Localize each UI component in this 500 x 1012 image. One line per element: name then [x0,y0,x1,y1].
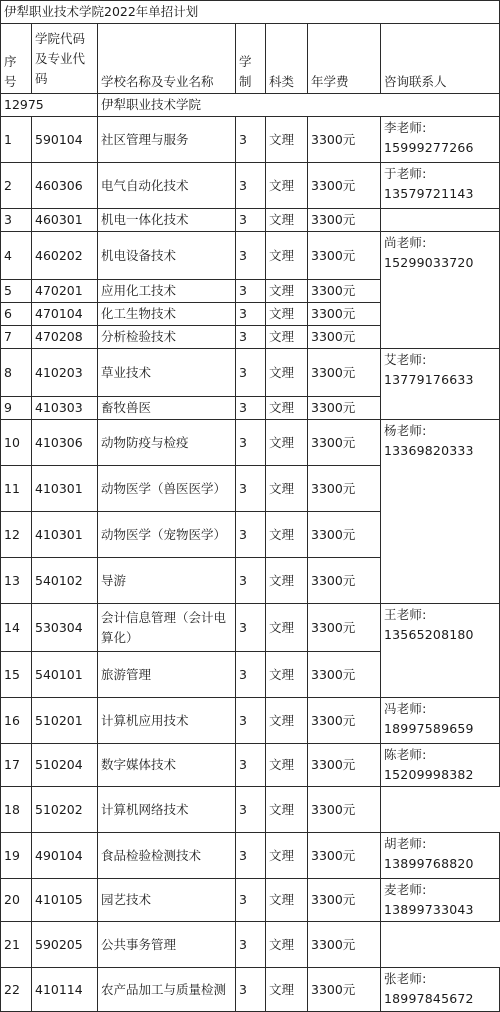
cell-seq: 1 [1,117,32,163]
contact-cell [381,698,500,744]
cell-fee: 3300元 [308,232,381,280]
table-row [1,922,500,968]
cell-subject: 文理 [266,280,308,303]
cell-subject: 文理 [266,209,308,232]
cell-fee: 3300元 [308,652,381,698]
cell-seq: 18 [1,787,32,833]
cell-years: 3 [236,117,266,163]
contact-cell [381,879,500,922]
contact-cell [381,349,500,420]
cell-subject: 文理 [266,349,308,397]
contact-cell [381,968,500,1012]
cell-code: 470104 [32,303,98,326]
cell-years: 3 [236,558,266,604]
cell-code: 590205 [32,922,98,968]
cell-subject: 文理 [266,879,308,922]
cell-name: 分析检验技术 [98,326,236,349]
cell-years: 3 [236,879,266,922]
contact-name: 陈老师: [384,747,427,762]
cell-subject: 文理 [266,420,308,466]
cell-years: 3 [236,280,266,303]
cell-seq: 17 [1,744,32,787]
cell-subject: 文理 [266,303,308,326]
table-row [1,163,500,209]
cell-fee: 3300元 [308,163,381,209]
contact-name: 于老师: [384,166,427,181]
cell-fee: 3300元 [308,280,381,303]
cell-subject: 文理 [266,232,308,280]
cell-code: 410301 [32,466,98,512]
table-row [1,420,500,466]
cell-name: 导游 [98,558,236,604]
cell-name: 会计信息管理（会计电算化） [98,604,236,652]
cell-fee: 3300元 [308,698,381,744]
contact-cell [381,232,500,349]
contact-phone: 13369820333 [384,443,474,458]
contact-phone: 13565208180 [384,627,474,642]
cell-name: 畜牧兽医 [98,397,236,420]
cell-seq: 6 [1,303,32,326]
contact-phone: 15299033720 [384,255,474,270]
table-row [1,787,500,833]
contact-phone: 13779176633 [384,372,474,387]
contact-name: 冯老师: [384,701,427,716]
cell-seq: 15 [1,652,32,698]
cell-fee: 3300元 [308,922,381,968]
cell-name: 公共事务管理 [98,922,236,968]
cell-name: 计算机网络技术 [98,787,236,833]
cell-fee: 3300元 [308,604,381,652]
cell-fee: 3300元 [308,744,381,787]
cell-years: 3 [236,922,266,968]
contact-cell [381,604,500,698]
cell-subject: 文理 [266,466,308,512]
cell-years: 3 [236,787,266,833]
table-row [1,232,500,280]
header-row [1,24,500,94]
contact-cell [381,833,500,879]
contact-name: 尚老师: [384,235,427,250]
contact-name: 张老师: [384,971,427,986]
cell-seq: 10 [1,420,32,466]
cell-code: 510201 [32,698,98,744]
cell-years: 3 [236,833,266,879]
contact-phone: 13899768820 [384,856,474,871]
cell-seq: 3 [1,209,32,232]
cell-name: 机电一体化技术 [98,209,236,232]
cell-code: 540101 [32,652,98,698]
cell-name: 旅游管理 [98,652,236,698]
cell-seq: 5 [1,280,32,303]
cell-years: 3 [236,512,266,558]
table-row [1,968,500,1012]
cell-subject: 文理 [266,922,308,968]
cell-seq: 13 [1,558,32,604]
cell-subject: 文理 [266,163,308,209]
cell-seq: 14 [1,604,32,652]
header-name: 学校名称及专业名称 [98,24,236,94]
cell-code: 410114 [32,968,98,1012]
cell-fee: 3300元 [308,420,381,466]
cell-name: 草业技术 [98,349,236,397]
cell-years: 3 [236,209,266,232]
cell-fee: 3300元 [308,326,381,349]
cell-code: 470201 [32,280,98,303]
cell-code: 410306 [32,420,98,466]
cell-years: 3 [236,303,266,326]
cell-fee: 3300元 [308,397,381,420]
school-code: 12975 [1,94,98,117]
contact-name: 李老师: [384,120,427,135]
cell-code: 530304 [32,604,98,652]
cell-years: 3 [236,744,266,787]
cell-seq: 9 [1,397,32,420]
cell-fee: 3300元 [308,512,381,558]
cell-fee: 3300元 [308,209,381,232]
header-years: 学制 [236,24,266,94]
cell-fee: 3300元 [308,117,381,163]
cell-fee: 3300元 [308,558,381,604]
contact-phone: 15999277266 [384,140,474,155]
cell-fee: 3300元 [308,968,381,1012]
cell-code: 510202 [32,787,98,833]
cell-subject: 文理 [266,698,308,744]
cell-fee: 3300元 [308,303,381,326]
table-title: 伊犁职业技术学院2022年单招计划 [1,1,500,24]
contact-cell [381,117,500,163]
cell-seq: 11 [1,466,32,512]
cell-years: 3 [236,604,266,652]
cell-seq: 8 [1,349,32,397]
cell-seq: 7 [1,326,32,349]
contact-name: 王老师: [384,607,427,622]
contact-phone: 15209998382 [384,767,474,782]
cell-fee: 3300元 [308,466,381,512]
cell-years: 3 [236,349,266,397]
cell-years: 3 [236,163,266,209]
cell-code: 540102 [32,558,98,604]
cell-subject: 文理 [266,326,308,349]
header-subject: 科类 [266,24,308,94]
cell-subject: 文理 [266,512,308,558]
cell-code: 410105 [32,879,98,922]
cell-code: 460306 [32,163,98,209]
header-code: 学院代码及专业代码 [32,24,98,94]
cell-code: 510204 [32,744,98,787]
cell-code: 410301 [32,512,98,558]
header-contact: 咨询联系人 [381,24,500,94]
cell-subject: 文理 [266,744,308,787]
cell-seq: 12 [1,512,32,558]
table-row [1,833,500,879]
cell-seq: 4 [1,232,32,280]
cell-years: 3 [236,397,266,420]
cell-fee: 3300元 [308,787,381,833]
cell-name: 动物医学（宠物医学） [98,512,236,558]
cell-fee: 3300元 [308,349,381,397]
cell-subject: 文理 [266,117,308,163]
cell-years: 3 [236,232,266,280]
cell-code: 460202 [32,232,98,280]
contact-phone: 13579721143 [384,186,474,201]
cell-years: 3 [236,420,266,466]
contact-phone: 18997589659 [384,721,474,736]
cell-name: 数字媒体技术 [98,744,236,787]
cell-fee: 3300元 [308,879,381,922]
header-fee: 年学费 [308,24,381,94]
cell-seq: 20 [1,879,32,922]
cell-years: 3 [236,968,266,1012]
cell-subject: 文理 [266,787,308,833]
contact-name: 杨老师: [384,423,427,438]
cell-years: 3 [236,466,266,512]
cell-subject: 文理 [266,833,308,879]
cell-name: 动物防疫与检疫 [98,420,236,466]
cell-code: 590104 [32,117,98,163]
contact-name: 胡老师: [384,836,427,851]
cell-name: 动物医学（兽医医学） [98,466,236,512]
header-seq: 序号 [1,24,32,94]
table-row [1,744,500,787]
cell-code: 470208 [32,326,98,349]
cell-years: 3 [236,698,266,744]
cell-years: 3 [236,326,266,349]
table-row [1,349,500,397]
table-row [1,209,500,232]
contact-cell [381,163,500,209]
contact-name: 艾老师: [384,352,427,367]
cell-name: 应用化工技术 [98,280,236,303]
cell-name: 社区管理与服务 [98,117,236,163]
cell-years: 3 [236,652,266,698]
cell-seq: 21 [1,922,32,968]
contact-cell-empty [381,209,500,232]
cell-subject: 文理 [266,397,308,420]
cell-subject: 文理 [266,968,308,1012]
contact-cell [381,744,500,787]
cell-seq: 19 [1,833,32,879]
table-row [1,879,500,922]
cell-name: 机电设备技术 [98,232,236,280]
cell-code: 410203 [32,349,98,397]
contact-phone: 13899733043 [384,902,474,917]
table-row [1,698,500,744]
school-row [1,94,500,117]
title-row [1,1,500,24]
cell-subject: 文理 [266,652,308,698]
contact-name: 麦老师: [384,882,427,897]
cell-name: 食品检验检测技术 [98,833,236,879]
school-name: 伊犁职业技术学院 [98,94,500,117]
cell-name: 园艺技术 [98,879,236,922]
cell-code: 490104 [32,833,98,879]
cell-seq: 22 [1,968,32,1012]
cell-name: 化工生物技术 [98,303,236,326]
cell-code: 460301 [32,209,98,232]
cell-fee: 3300元 [308,833,381,879]
contact-cell [381,420,500,604]
table-row [1,604,500,652]
contact-phone: 18997845672 [384,991,474,1006]
cell-seq: 2 [1,163,32,209]
cell-subject: 文理 [266,558,308,604]
table-row [1,117,500,163]
cell-name: 计算机应用技术 [98,698,236,744]
cell-seq: 16 [1,698,32,744]
cell-code: 410303 [32,397,98,420]
cell-name: 农产品加工与质量检测 [98,968,236,1012]
cell-subject: 文理 [266,604,308,652]
cell-name: 电气自动化技术 [98,163,236,209]
